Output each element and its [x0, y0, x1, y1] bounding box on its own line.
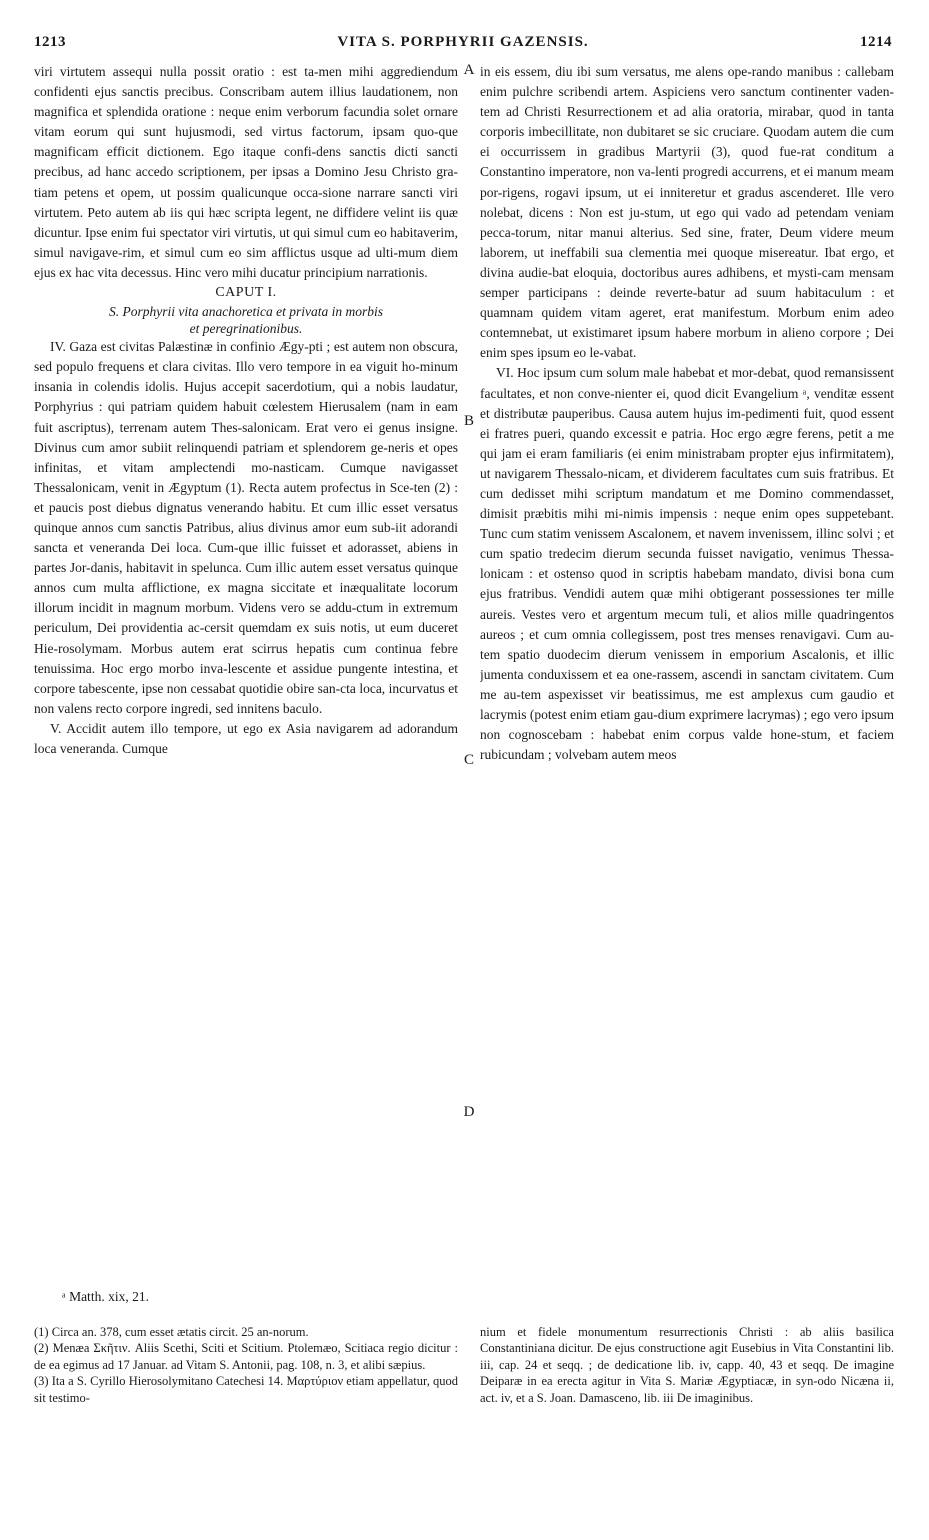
paragraph-iv: IV. Gaza est civitas Palæstinæ in confinio Ægy-pti ; est autem non obscura, sed populo frequens et clara civitas. Illo vero tempore in ea viguit ho-minum insania in colendis idolis. Hujus accepit sacerdotium, qui a nobis laudatur, Porphyrius : qui patriam quidem habuit cœlestem Hierusalem (nam in eam fuit ascriptus), terrenam autem Thes-salonicam. Erat vero ei genus insigne. Divinus cum amor subiit relinquendi patriam et splendorem ge-neris et opes infinitas, et vitam amplectendi mo-nasticam. Cumque navigasset Thessalonicam, venit in Ægyptum (1). Recta autem profectus in Sce-ten (2) : et paucis post diebus dignatus venerando habitu. Et cum illic esset versatus quinque annos cum sanctis Patribus, alius divinus amor eum sub-iit adorandi sancta et veneranda Dei loca. Cum-que illic fuisset et adorasset, abiens in partes Jor-danis, habitavit in spelunca. Cum illic autem esset versatus quinque annos cum multa afflictione, ex magna siccitate et inæqualitate locorum illorum incidit in magnum morbum. Videns vero se addu-ctum in extremum periculum, Dei providentia ac-cersit quemdam ex suis notis, ut eum duceret Hie-rosolymam. Morbus autem erat scirrus hepatis cum continua febre tenuissima. Hoc ergo morbo inva-lescente et assidue pungente intestina, et corpore tabescente, ipse non cessabat quotidie obire san-cta loca, incurvatus et non valens recto corpore ingredi, sed innitens baculo. — [34, 339, 458, 716]
right-column — [480, 62, 894, 1287]
margin-marker-a: A — [463, 62, 475, 78]
chapter-title: CAPUT I. — [215, 285, 277, 301]
note-3: (3) Ita a S. Cyrillo Hierosolymitano Catechesi 14. Μαρτύριον etiam appellatur, quod sit testimo- — [34, 1374, 458, 1405]
page-number-right: 1214 — [860, 34, 892, 50]
paragraph-vi: VI. Hoc ipsum cum solum male habebat et mor-debat, quod remansissent facultates, et non conve-nienter ei, quod dicit Evangelium ᵃ, venditæ essent et distributæ pauperibus. Causa autem hujus im-pedimenti fuit, quod essent ei fratres pueri, quando excessit e patria. Hoc ergo ægre ferens, petit a me qui jam ei eram familiaris (ei enim ministrabam propter ejus infirmitatem), ut navigarem Thessalo-nicam, et dividerem facultates cum suis fratribus. Et cum dedisset mihi scriptum mandatum et me Domino commendasset, dimisit præbitis mihi mi-nimis impensis : neque enim opes suppetebant. Tunc cum statim venissem Ascalonem, et navem invenissem, illinc solvi ; et cum spatio tredecim dierum secunda fuisset navigatio, venimus Thessa-lonicam : et ostenso quod in scriptis habebam mandato, divisi bona cum ejus fratribus. Vendidi autem quæ mihi obtigerant possessiones ter mille aureis. Vestes vero et argentum mecum tuli, et alios mille quadringentos aureos ; et cum omnia collegissem, post tres menses renavigavi. Cum au-tem spatio duodecim dierum venissem in emporium Ascalonis, et illic jumenta conduxissem et ea one-rassem, ascendi in sanctam civitatem. Cum me au-tem aspexisset vir beatissimus, me est amplexus cum gaudio et lacrymis (potest enim etiam gau-dium exprimere lacrymas) ; ego vero ipsum non cognoscebam : habebat enim corpus valde hone-stum, et faciem rubicundam ; volvebam autem meos — [480, 365, 894, 763]
margin-marker-b: B — [463, 413, 474, 429]
page-number-left: 1213 — [34, 34, 66, 50]
left-column — [34, 62, 458, 1287]
margin-marker-c: C — [463, 752, 474, 768]
notes-right — [480, 1324, 894, 1524]
note-2: (2) Menæa Σκῆτιν. Aliis Scethi, Sciti et Scitium. Ptolemæo, Scitiaca regio dicitur : de ea egimus ad 17 Januar. ad Vitam S. Antonii, pag. 108, n. 3, et alibi sæpius. — [34, 1341, 458, 1372]
running-title: VITA S. PORPHYRII GAZENSIS. — [337, 34, 589, 50]
note-3-continued: nium et fidele monumentum resurrectionis Christi : ab aliis basilica Constantiniana dicitur. De ejus constructione agit Eusebius in Vita Constantini lib. iii, cap. 24 et seqq. ; de dedicatione lib. iv, capp. 40, 43 et seqq. De imagine Deiparæ in ea erecta agitur in Vita S. Mariæ Ægyptiacæ, in syn-odo Nicæna ii, act. iv, et a S. Joan. Damasceno, lib. iii De imaginibus. — [480, 1325, 894, 1405]
running-header — [34, 34, 892, 56]
chapter-subtitle-line-1: S. Porphyrii vita anachoretica et privata in morbis — [109, 304, 383, 320]
chapter-subtitle-line-2: et peregrinationibus. — [189, 321, 303, 337]
scripture-footnote: ᵃ Matth. xix, 21. — [62, 1289, 149, 1304]
note-1: (1) Circa an. 378, cum esset ætatis circit. 25 an-norum. — [34, 1325, 309, 1339]
notes-left — [34, 1324, 458, 1524]
margin-marker-d: D — [463, 1104, 475, 1120]
paragraph-continuation: in eis essem, diu ibi sum versatus, me alens ope-rando manibus : callebam enim pulchre scribendi artem. Aspiciens vero sanctum continenter vaden-tem ad Christi Resurrectionem et ad alia oratoria, mirabar, quod in tanta corporis imbecillitate, non dubitaret se sic cruciare. Quodam autem die cum ei occurrissem in gradibus Martyrii (3), quod fue-rat conditum a Constantino imperatore, non va-lenti progredi accurrens, et ei manum meam por-rigens, rogavi ipsum, ut ei inniteretur et gradus ascenderet. Ille vero nolebat, dicens : Non est ju-stum, ut ego qui vado ad petendam veniam pecca-torum, nitar manui alterius. Sed sine, frater, Deum videre meum laborem, ut ineffabili sua clementia mei quoque misereatur. Ibat ergo, et divina audie-bat eloquia, doctoribus aures adhibens, et mysti-cam mensam semper participans : deinde reverte-batur ad suum habitaculum : et quamnam quidem vitam ageret, erat manifestum. Morbum enim adeo contemnebat, ut existimaret ipsum habere morbum in alieno corpore ; Dei enim spes ipsum eo le-vabat. — [480, 64, 894, 361]
paragraph-v: V. Accidit autem illo tempore, ut ego ex Asia navigarem ad adorandum loca veneranda. Cumque — [34, 720, 458, 756]
chapter-subtitle — [34, 303, 458, 337]
paragraph-intro: viri virtutem assequi nulla possit oratio : est ta-men mihi aggrediendum confidenti ejus sanctis precibus. Conscribam autem illius laudationem, non magnifica et splendida oratione : neque enim verborum facundia solet ornare vitam eorum qui sunt hujusmodi, sed virtus factorum, ipsam quo-que magnificam efficit dictionem. Ego itaque confi-dens sanctis dicti sancti precibus, ad hanc accedo scriptionem, per ipsas a Domino Jesu Christo gra-tiam petens et opem, ut possim qualicunque occa-sione narrare sancti viri virtutem. Peto autem ab iis qui hæc scripta legent, ne diffidere velint iis quæ dicuntur. Ipse enim fui spectator viri virtutis, ut qui simul cum eo habitaverim, simul navigave-rim, et simul cum eo sim afflictus usque ad ulti-mum diem ejus ex hac vita decessus. Hinc vero mihi ducatur principium narrationis. — [34, 64, 458, 280]
